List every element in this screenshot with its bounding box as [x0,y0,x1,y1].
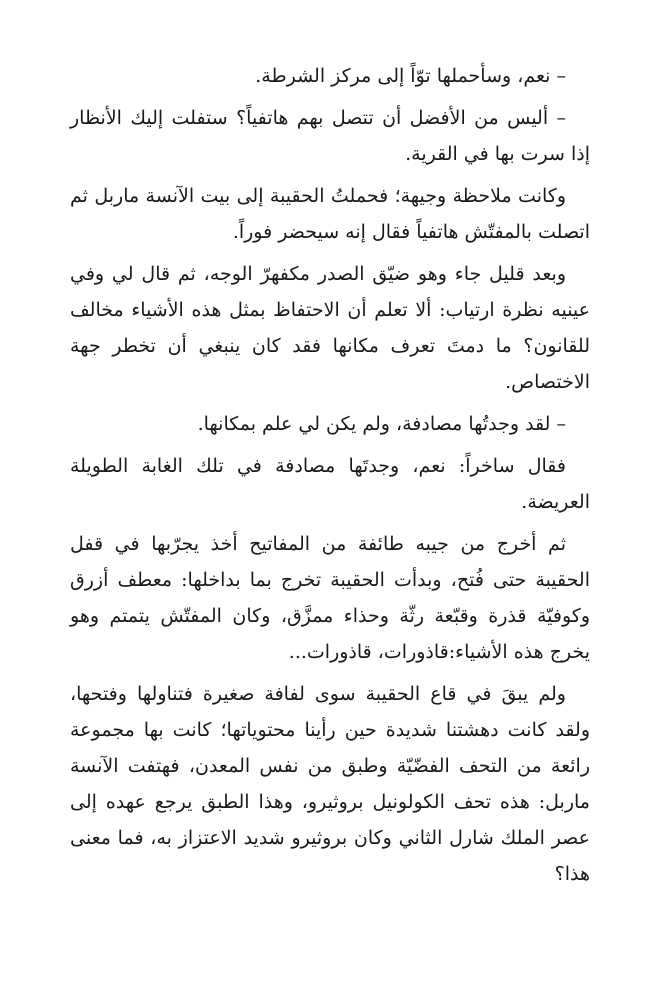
paragraph: – نعم، وسأحملها توّاً إلى مركز الشرطة. [255,65,566,87]
paragraph: وكانت ملاحظة وجيهة؛ فحملتُ الحقيبة إلى بيت الآنسة ماربل ثم اتصلت بالمفتّش هاتفياً فقال إنه سيحضر فوراً. [70,185,590,243]
paragraph: ولم يبقَ في قاع الحقيبة سوى لفافة صغيرة فتناولها وفتحها، ولقد كانت دهشتنا شديدة حين رأينا محتوياتها؛ كانت بها مجموعة رائعة من التحف الفضّيّة وطبق من نفس المعدن، فهتفت الآنسة ماربل: هذه تحف الكولونيل بروثيرو، وهذا الطبق يرجع عهده إلى عصر الملك شارل الثاني وكان بروثيرو شديد الاعتزاز به، فما معنى هذا؟ [70,683,590,885]
paragraph: – أليس من الأفضل أن تتصل بهم هاتفياً؟ ستفلت إليك الأنظار إذا سرت بها في القرية. [70,107,590,165]
paragraph: – لقد وجدتُها مصادفة، ولم يكن لي علم بمكانها. [197,413,566,435]
paragraph: ثم أخرج من جيبه طائفة من المفاتيح أخذ يجرّبها في قفل الحقيبة حتى فُتح، وبدأت الحقيبة تخرج بما بداخلها: معطف أزرق وكوفيّة قذرة وقبّعة رثّة وحذاء ممزَّق، وكان المفتّش يتمتم وهو يخرج هذه الأشياء:قاذورات، قاذورات... [70,533,590,663]
paragraph: وبعد قليل جاء وهو ضيّق الصدر مكفهرّ الوجه، ثم قال لي وفي عينيه نظرة ارتياب: ألا تعلم أن الاحتفاظ بمثل هذه الأشياء مخالف للقانون؟ ما دمتَ تعرف مكانها فقد كان ينبغي أن تخطر جهة الاختصاص. [70,263,590,393]
paragraph: فقال ساخراً: نعم، وجدتَها مصادفة في تلك الغابة الطويلة العريضة. [70,455,590,513]
document-page [70,58,590,898]
